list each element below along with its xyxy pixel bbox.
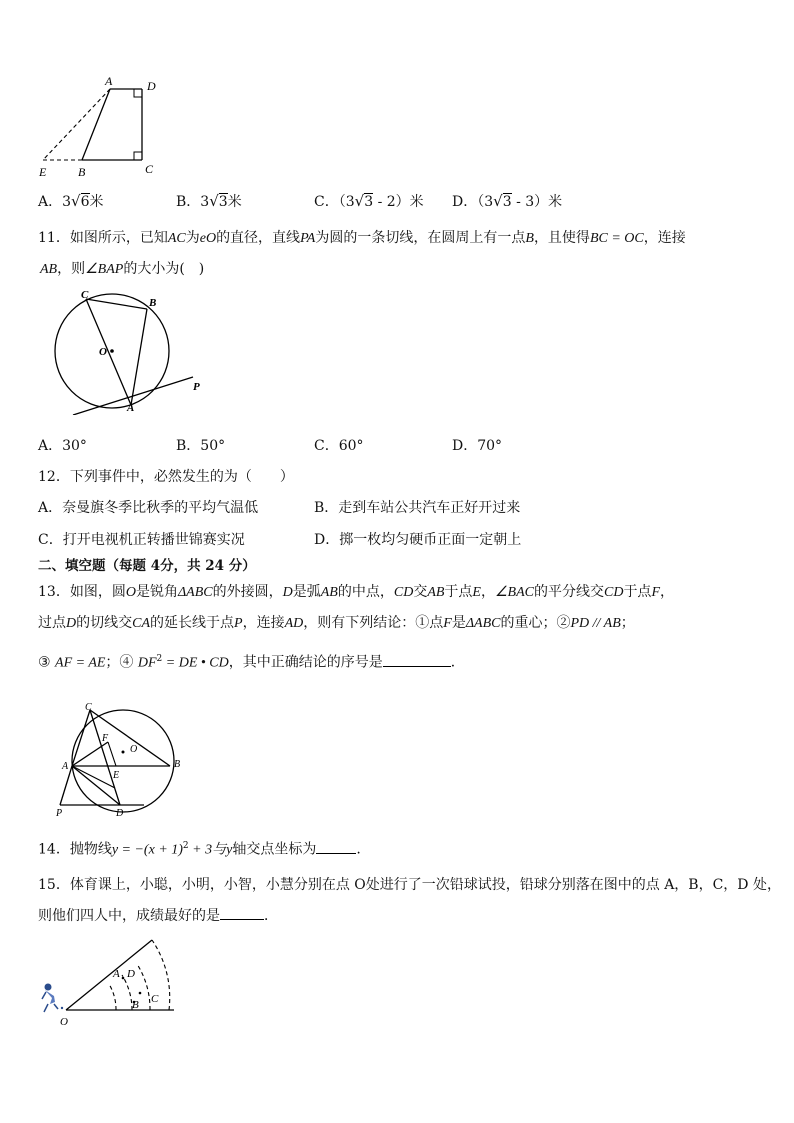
label-a: A (113, 968, 120, 980)
q13-stem-line2: 过点D的切线交CA的延长线于点P，连接AD，则有下列结论：①点F是ΔABC的重心；②PD // AB； (38, 615, 635, 631)
label-b: B (78, 165, 86, 179)
q15-stem-line2: 则他们四人中，成绩最好的是 ． (38, 905, 278, 926)
q11-option-d: D．70° (452, 438, 503, 454)
label-p: P (193, 381, 200, 393)
q12-option-d: D．掷一枚均匀硬币正面一定朝上 (314, 532, 522, 548)
q13-answer-blank[interactable] (383, 652, 451, 667)
label-a: A (105, 74, 113, 88)
section-heading-fill-in: 二、填空题（每题 4分，共 24 分） (38, 558, 256, 574)
q14-answer-blank[interactable] (316, 839, 356, 854)
q13-stem-line1: 13．如图，圆O是锐角ΔABC的外接圆，D是弧AB的中点，CD交AB于点E，∠BAC的平分线交CD于点F， (38, 584, 674, 600)
figure-q15-shot-put-sectors (36, 932, 186, 1030)
q12-option-b: B．走到车站公共汽车正好开过来 (314, 500, 521, 516)
label-e: E (39, 165, 47, 179)
q14-stem: 14．抛物线$y = -(x + 1)^2 + 3$与y轴交点坐标为 . (38, 836, 361, 861)
figure-q10-trapezoid (30, 72, 170, 180)
label-c: C (151, 993, 159, 1005)
label-b: B (149, 297, 157, 309)
label-c: C (85, 702, 92, 713)
label-a: A (62, 761, 69, 772)
q15-stem-line1: 15．体育课上，小聪，小明，小智，小慧分别在点 O处进行了一次铅球试投，铅球分别落在图中的点 A，B，C，D 处， (38, 877, 781, 893)
shot-put-thrower-icon (42, 984, 63, 1013)
figure-q11-circle-tangent (50, 285, 215, 415)
label-b: B (174, 759, 181, 770)
q11-stem-line1: 11．如图所示，已知AC为eO的直径，直线PA为圆的一条切线，在圆周上有一点B，且使得BC = OC，连接 (38, 230, 686, 246)
label-o: O (60, 1016, 68, 1028)
label-b: B (132, 999, 139, 1011)
q12-option-c: C．打开电视机正转播世锦赛实况 (38, 532, 245, 548)
q15-answer-blank[interactable] (220, 905, 264, 920)
q11-stem-line2: AB，则∠BAP的大小为( ) (40, 261, 205, 277)
q10-option-d: D．（3√3 - 3）米 (452, 192, 563, 210)
figure-q13-circumscribed-triangle (52, 700, 192, 822)
q10-option-b: B．3√3米 (176, 192, 242, 210)
q12-stem: 12．下列事件中，必然发生的为（ ） (38, 469, 294, 485)
label-c: C (81, 289, 89, 301)
label-e: E (113, 770, 120, 781)
label-d: D (116, 808, 124, 819)
q13-stem-line3: ③ AF = AE；④ $DF^2$ = DE • CD，其中正确结论的序号是 ． (38, 649, 465, 674)
q11-option-b: B．50° (176, 438, 226, 454)
label-d: D (147, 79, 156, 93)
q10-option-a: A．3√6米 (38, 192, 104, 210)
label-o: O (99, 346, 107, 358)
label-o: O (130, 744, 138, 755)
q10-option-c: C．（3√3 - 2）米 (314, 192, 424, 210)
q11-option-c: C．60° (314, 438, 364, 454)
label-p: P (56, 808, 63, 819)
label-c: C (145, 162, 154, 176)
q11-option-a: A．30° (38, 438, 87, 454)
label-d: D (127, 968, 135, 980)
label-a: A (127, 402, 135, 414)
q12-option-a: A．奈曼旗冬季比秋季的平均气温低 (38, 500, 259, 516)
label-f: F (102, 733, 109, 744)
